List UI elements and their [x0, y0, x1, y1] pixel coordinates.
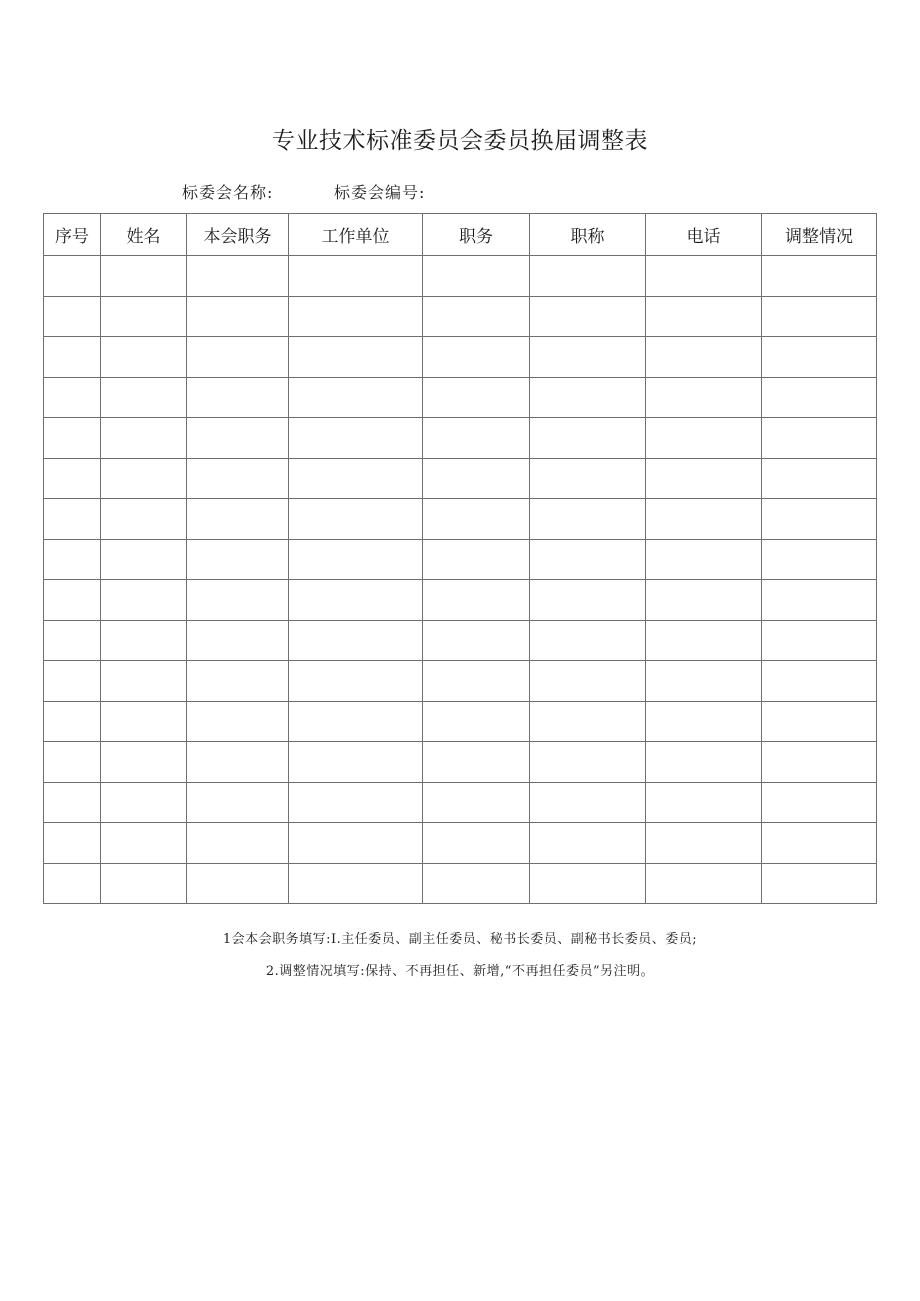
table-cell [530, 539, 646, 580]
table-cell [187, 580, 289, 621]
table-cell [646, 539, 762, 580]
table-cell [101, 377, 187, 418]
header-work-unit: 工作单位 [289, 214, 423, 256]
table-cell [530, 620, 646, 661]
note-committee-position: 1会本会职务填写:I.主任委员、副主任委员、秘书长委员、副秘书长委员、委员; [222, 932, 698, 947]
table-cell [187, 782, 289, 823]
header-job-position: 职务 [423, 214, 530, 256]
table-row [44, 337, 877, 378]
table-cell [187, 418, 289, 459]
page-title: 专业技术标准委员会委员换届调整表 [272, 128, 648, 154]
table-cell [187, 458, 289, 499]
table-cell [187, 620, 289, 661]
table-cell [289, 539, 423, 580]
table-cell [289, 256, 423, 297]
table-cell [44, 782, 101, 823]
table-row [44, 377, 877, 418]
table-cell [101, 742, 187, 783]
table-cell [646, 863, 762, 904]
table-cell [289, 620, 423, 661]
table-cell [289, 296, 423, 337]
table-cell [423, 296, 530, 337]
table-cell [646, 296, 762, 337]
table-row [44, 418, 877, 459]
table-cell [423, 539, 530, 580]
table-cell [44, 661, 101, 702]
table-cell [423, 823, 530, 864]
table-body [44, 256, 877, 904]
table-cell [101, 337, 187, 378]
table-cell [423, 661, 530, 702]
table-cell [762, 661, 877, 702]
table-cell [289, 701, 423, 742]
table-row [44, 458, 877, 499]
table-cell [762, 620, 877, 661]
table-cell [530, 418, 646, 459]
table-cell [646, 823, 762, 864]
table-cell [423, 782, 530, 823]
table-cell [762, 580, 877, 621]
adjustment-table [43, 213, 877, 904]
table-cell [44, 296, 101, 337]
note-adjustment-status: 2.调整情况填写:保持、不再担任、新增,“不再担任委员”另注明。 [265, 964, 655, 979]
table-cell [646, 701, 762, 742]
table-cell [289, 863, 423, 904]
table-cell [646, 337, 762, 378]
table-cell [44, 377, 101, 418]
table-cell [530, 661, 646, 702]
table-cell [289, 418, 423, 459]
table-cell [101, 296, 187, 337]
table-cell [762, 377, 877, 418]
table-cell [44, 499, 101, 540]
header-professional-title: 职称 [530, 214, 646, 256]
table-cell [646, 499, 762, 540]
table-cell [423, 620, 530, 661]
table-cell [44, 256, 101, 297]
committee-code-label: 标委会编号: [334, 183, 426, 202]
table-cell [762, 296, 877, 337]
table-cell [646, 458, 762, 499]
table-cell [646, 661, 762, 702]
table-cell [187, 823, 289, 864]
table-cell [423, 499, 530, 540]
table-cell [423, 377, 530, 418]
header-committee-position: 本会职务 [187, 214, 289, 256]
table-cell [44, 620, 101, 661]
table-row [44, 539, 877, 580]
table-cell [530, 296, 646, 337]
table-cell [187, 742, 289, 783]
table-cell [187, 256, 289, 297]
table-cell [530, 337, 646, 378]
table-cell [101, 539, 187, 580]
table-cell [646, 256, 762, 297]
table-cell [187, 337, 289, 378]
table-cell [289, 337, 423, 378]
table-cell [762, 701, 877, 742]
table-cell [530, 377, 646, 418]
table-cell [530, 458, 646, 499]
table-cell [101, 701, 187, 742]
table-cell [289, 499, 423, 540]
table-cell [44, 458, 101, 499]
table-cell [101, 418, 187, 459]
table-cell [762, 499, 877, 540]
header-name: 姓名 [101, 214, 187, 256]
table-cell [44, 823, 101, 864]
table-cell [762, 458, 877, 499]
table-cell [187, 296, 289, 337]
table-cell [101, 863, 187, 904]
table-cell [289, 458, 423, 499]
table-cell [646, 742, 762, 783]
table-row [44, 256, 877, 297]
table-cell [423, 701, 530, 742]
table-cell [187, 661, 289, 702]
table-cell [187, 377, 289, 418]
table-cell [762, 742, 877, 783]
table-cell [423, 863, 530, 904]
table-cell [101, 620, 187, 661]
table-cell [530, 256, 646, 297]
table-cell [289, 782, 423, 823]
table-cell [762, 418, 877, 459]
table-cell [530, 499, 646, 540]
table-cell [530, 580, 646, 621]
table-cell [44, 742, 101, 783]
table-cell [423, 418, 530, 459]
table-cell [101, 661, 187, 702]
table-cell [289, 742, 423, 783]
table-cell [423, 256, 530, 297]
table-cell [646, 418, 762, 459]
table-cell [101, 256, 187, 297]
table-cell [101, 580, 187, 621]
table-cell [762, 539, 877, 580]
table-cell [423, 580, 530, 621]
table-row [44, 782, 877, 823]
table-row [44, 296, 877, 337]
table-cell [762, 863, 877, 904]
table-cell [646, 377, 762, 418]
table-cell [646, 620, 762, 661]
table-row [44, 823, 877, 864]
table-cell [44, 863, 101, 904]
table-cell [187, 499, 289, 540]
table-cell [44, 580, 101, 621]
table-cell [187, 701, 289, 742]
table-cell [530, 701, 646, 742]
table-cell [423, 742, 530, 783]
table-row [44, 580, 877, 621]
table-cell [44, 418, 101, 459]
committee-name-label: 标委会名称: [182, 183, 274, 202]
table-cell [762, 823, 877, 864]
table-cell [101, 782, 187, 823]
table-cell [289, 377, 423, 418]
table-cell [101, 823, 187, 864]
header-adjustment-status: 调整情况 [762, 214, 877, 256]
table-cell [289, 823, 423, 864]
table-cell [289, 580, 423, 621]
table-row [44, 742, 877, 783]
table-row [44, 499, 877, 540]
table-cell [530, 823, 646, 864]
table-cell [646, 782, 762, 823]
table-cell [423, 337, 530, 378]
table-row [44, 863, 877, 904]
table-cell [762, 337, 877, 378]
table-cell [530, 742, 646, 783]
table-header-row [44, 214, 877, 256]
table-cell [762, 782, 877, 823]
header-serial-number: 序号 [44, 214, 101, 256]
table-cell [762, 256, 877, 297]
table-cell [44, 701, 101, 742]
table-cell [423, 458, 530, 499]
table-cell [530, 782, 646, 823]
table-cell [187, 863, 289, 904]
table-cell [101, 458, 187, 499]
table-row [44, 620, 877, 661]
table-cell [101, 499, 187, 540]
table-row [44, 701, 877, 742]
table-cell [646, 580, 762, 621]
table-cell [289, 661, 423, 702]
header-phone: 电话 [646, 214, 762, 256]
table-cell [187, 539, 289, 580]
table-row [44, 661, 877, 702]
table-cell [44, 337, 101, 378]
table-cell [44, 539, 101, 580]
table-cell [530, 863, 646, 904]
